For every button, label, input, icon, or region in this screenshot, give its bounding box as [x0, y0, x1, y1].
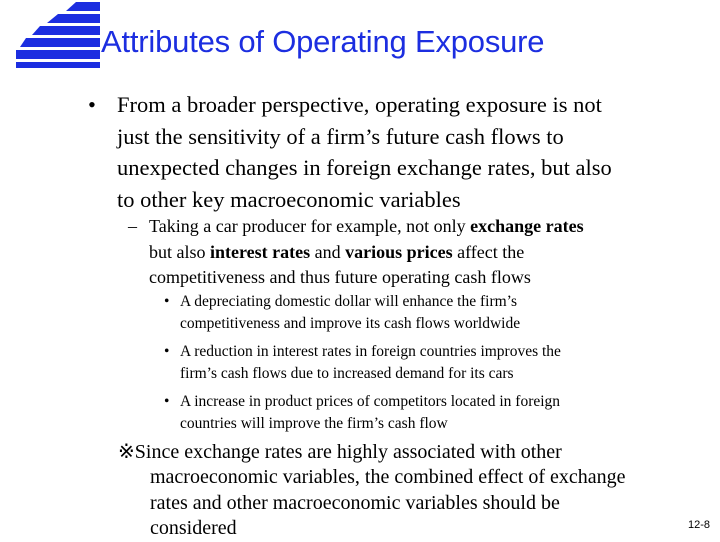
sub-sub-bullet-line: A reduction in interest rates in foreign countries improves the	[180, 343, 561, 360]
sub-bullet-marker: –	[128, 216, 137, 236]
sub-bullet-line	[149, 214, 584, 240]
bullet-main-line: unexpected changes in foreign exchange rates, but also	[117, 155, 612, 181]
sub-bullet-line	[149, 240, 584, 266]
sub-sub-bullet-marker: •	[164, 293, 170, 310]
sub-bullet-segment: affect the	[452, 241, 525, 262]
sub-sub-bullet-line: countries will improve the firm’s cash flow	[180, 415, 448, 433]
page-number: 12-8	[688, 519, 711, 531]
bullet-marker: •	[88, 92, 96, 117]
sub-bullet-line: competitiveness and thus future operating cash flows	[149, 267, 531, 288]
logo-icon	[16, 2, 100, 68]
sub-bullet-text	[149, 214, 584, 291]
note-line: macroeconomic variables, the combined effect of exchange	[150, 466, 626, 489]
sub-sub-bullet-text	[180, 291, 520, 335]
sub-bullet-segment: and	[310, 241, 346, 262]
sub-sub-bullet-text	[180, 391, 560, 435]
emphasis-interest-rates: interest rates	[210, 241, 311, 262]
sub-sub-bullet-marker: •	[164, 343, 170, 360]
note-text	[118, 440, 626, 542]
sub-sub-bullet-marker: •	[164, 393, 170, 410]
sub-sub-bullet-line: firm’s cash flows due to increased demand for its cars	[180, 365, 514, 383]
sub-sub-bullet-line: A increase in product prices of competitors located in foreign	[180, 393, 561, 410]
sub-sub-bullet-line: competitiveness and improve its cash flows worldwide	[180, 315, 521, 333]
sub-sub-bullet-line: A depreciating domestic dollar will enhance the firm’s	[180, 293, 518, 310]
sub-bullet-segment: but also	[149, 241, 210, 262]
bullet-main-text	[117, 89, 612, 215]
sub-sub-bullet-text	[180, 341, 561, 385]
note-line: considered	[150, 517, 237, 540]
note-line: ※Since exchange rates are highly associated with other	[118, 441, 562, 463]
bullet-main-line: just the sensitivity of a firm’s future cash flows to	[117, 123, 564, 149]
slide-title: Attributes of Operating Exposure	[101, 24, 545, 59]
note-line: rates and other macroeconomic variables should be	[150, 491, 560, 514]
sub-bullet-segment: Taking a car producer for example, not only	[149, 216, 471, 236]
bullet-main-line: From a broader perspective, operating exposure is not	[117, 92, 602, 117]
emphasis-exchange-rates: exchange rates	[470, 216, 584, 236]
emphasis-various-prices: various prices	[345, 241, 453, 262]
bullet-main-line: to other key macroeconomic variables	[117, 186, 461, 212]
